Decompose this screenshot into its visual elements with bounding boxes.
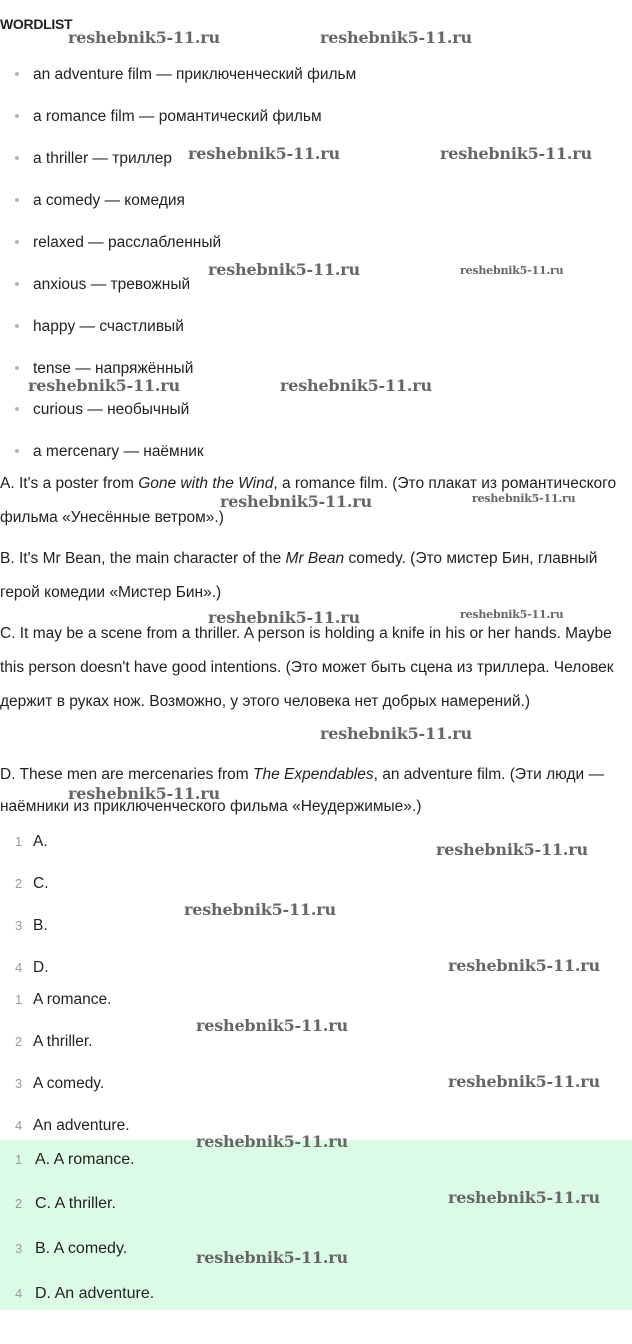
list-item: 2 A thriller. <box>15 1033 93 1050</box>
list-item-text: tense — напряжённый <box>33 360 194 377</box>
list-item <box>15 359 193 379</box>
watermark: reshebnik5-11.ru <box>196 1248 348 1267</box>
list-item-text: a thriller — триллер <box>33 150 172 167</box>
list-item-text: a mercenary — наёмник <box>33 443 204 460</box>
watermark: reshebnik5-11.ru <box>460 264 564 277</box>
watermark: reshebnik5-11.ru <box>208 608 360 627</box>
list-item <box>15 233 221 253</box>
answer-item: 1 A. A romance. <box>15 1151 135 1168</box>
film-title: Mr Bean <box>285 550 345 567</box>
list-item-text: an adventure film — приключенческий фильм <box>33 66 357 83</box>
list-item: 4 D. <box>15 959 49 976</box>
wordlist-heading: WORDLIST <box>0 16 73 32</box>
watermark: reshebnik5-11.ru <box>448 956 600 975</box>
list-item <box>15 65 356 85</box>
bullet-icon <box>15 198 19 202</box>
list-item <box>15 400 189 420</box>
paragraph-a: A. It's a poster from Gone with the Wind, a romance film. (Это плакат из романтического фильма «Унесённые ветром».) <box>0 475 617 526</box>
list-item: 2 C. <box>15 875 49 892</box>
list-item <box>15 275 190 295</box>
answer-item: 2 C. A thriller. <box>15 1195 116 1212</box>
list-item-text: curious — необычный <box>33 401 190 418</box>
watermark: reshebnik5-11.ru <box>220 492 372 511</box>
film-title: The Expendables <box>252 766 374 783</box>
list-item: 1 A. <box>15 833 48 850</box>
answer-box <box>0 1140 632 1310</box>
watermark: reshebnik5-11.ru <box>188 144 340 163</box>
film-title: Gone with the Wind <box>138 475 274 492</box>
list-item-text: anxious — тревожный <box>33 276 191 293</box>
bullet-icon <box>15 449 19 453</box>
paragraph-d: D. These men are mercenaries from The Expendables, an adventure film. (Эти люди — наёмники из приключенческого фильма «Неудержимые».) <box>0 766 604 815</box>
watermark: reshebnik5-11.ru <box>320 28 472 47</box>
list-item <box>15 442 204 462</box>
list-item: 3 B. <box>15 917 48 934</box>
watermark: reshebnik5-11.ru <box>208 260 360 279</box>
watermark: reshebnik5-11.ru <box>448 1072 600 1091</box>
watermark: reshebnik5-11.ru <box>184 900 336 919</box>
list-item <box>15 107 322 127</box>
list-item-text: a romance film — романтический фильм <box>33 108 322 125</box>
watermark: reshebnik5-11.ru <box>320 724 472 743</box>
bullet-icon <box>15 72 19 76</box>
watermark: reshebnik5-11.ru <box>440 144 592 163</box>
watermark: reshebnik5-11.ru <box>28 376 180 395</box>
list-item: 3 A comedy. <box>15 1075 105 1092</box>
list-item <box>15 149 172 169</box>
bullet-icon <box>15 366 19 370</box>
bullet-icon <box>15 324 19 328</box>
list-item-text: happy — счастливый <box>33 318 184 335</box>
list-item: 1 A romance. <box>15 991 112 1008</box>
list-item <box>15 317 184 337</box>
bullet-icon <box>15 407 19 411</box>
paragraph-b: B. It's Mr Bean, the main character of the Mr Bean comedy. (Это мистер Бин, главный герой комедии «Мистер Бин».) <box>0 550 598 601</box>
watermark: reshebnik5-11.ru <box>196 1016 348 1035</box>
watermark: reshebnik5-11.ru <box>280 376 432 395</box>
bullet-icon <box>15 240 19 244</box>
watermark: reshebnik5-11.ru <box>448 1188 600 1207</box>
paragraph-c: C. It may be a scene from a thriller. A person is holding a knife in his or her hands. Maybe this person doesn't have good intentions. (Это может быть сцена из триллера. Человек держит в руках нож. Возможно, у этого человека нет добрых намерений.) <box>0 625 614 710</box>
list-item: 4 An adventure. <box>15 1117 130 1134</box>
list-item-text: relaxed — расслабленный <box>33 234 222 251</box>
watermark: reshebnik5-11.ru <box>472 492 576 505</box>
bullet-icon <box>15 156 19 160</box>
list-item <box>15 191 185 211</box>
watermark: reshebnik5-11.ru <box>68 784 220 803</box>
watermark: reshebnik5-11.ru <box>68 28 220 47</box>
answer-item: 3 B. A comedy. <box>15 1240 128 1257</box>
watermark: reshebnik5-11.ru <box>436 840 588 859</box>
watermark: reshebnik5-11.ru <box>460 608 564 621</box>
bullet-icon <box>15 282 19 286</box>
list-item-text: a comedy — комедия <box>33 192 185 209</box>
watermark: reshebnik5-11.ru <box>196 1132 348 1151</box>
answer-item: 4 D. An adventure. <box>15 1285 155 1302</box>
bullet-icon <box>15 114 19 118</box>
